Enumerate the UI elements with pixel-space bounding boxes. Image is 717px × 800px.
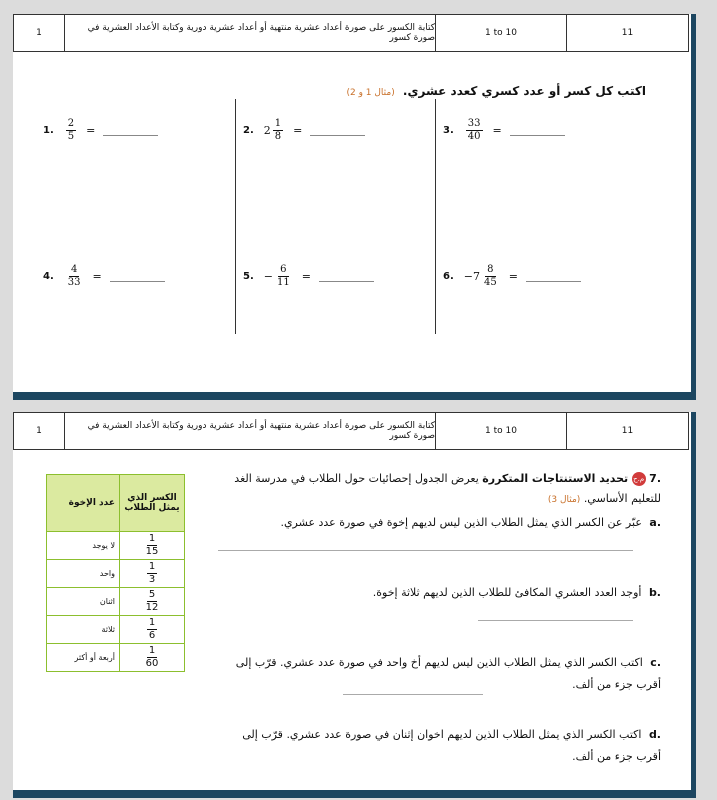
numerator: 2: [67, 118, 75, 129]
header-page-number: 1: [14, 15, 65, 51]
answer-blank[interactable]: [103, 125, 158, 136]
fraction-cell: [120, 560, 185, 588]
siblings-table: [46, 474, 185, 672]
problem-number: 6.: [443, 271, 454, 282]
numerator: 1: [274, 118, 282, 129]
problem-1: [43, 118, 158, 143]
numerator: 1: [148, 533, 156, 544]
part-b: [231, 582, 661, 604]
denominator: 40: [467, 131, 481, 142]
column-divider: [235, 99, 236, 334]
problem-number: 3.: [443, 125, 454, 136]
header-lesson-title: كتابة الكسور على صورة أعداد عشرية منتهية أو أعداد عشرية دورية وكتابة الأعداد العشرية في صورة كسور: [65, 15, 436, 51]
fraction: [482, 264, 499, 289]
fraction: [466, 118, 483, 143]
table-row: [47, 588, 185, 616]
page-header: [13, 412, 689, 450]
question-heading: تحديد الاستنتاجات المتكررة: [482, 472, 629, 485]
higher-order-badge: م.ح: [632, 472, 646, 486]
part-letter: b.: [648, 586, 661, 599]
question-intro: يعرض الجدول إحصائيات حول الطلاب في مدرسة الغد للتعليم الأساسي.: [234, 472, 661, 505]
header-grade: 11: [621, 426, 634, 436]
question-number: .7: [649, 472, 661, 485]
fraction: [144, 589, 161, 614]
problem-6: [443, 264, 581, 289]
problem-number: 2.: [243, 125, 254, 136]
table-row: [47, 616, 185, 644]
fraction-cell: [120, 616, 185, 644]
equals-sign: =: [86, 124, 96, 137]
problem-5: [243, 264, 374, 289]
equals-sign: =: [508, 270, 518, 283]
numerator: 6: [280, 264, 287, 275]
problem-whole: 2: [263, 124, 271, 137]
denominator: 11: [276, 277, 290, 288]
fraction: [144, 533, 161, 558]
header-lesson-title: كتابة الكسور على صورة أعداد عشرية منتهية أو أعداد عشرية دورية وكتابة الأعداد العشرية في صورة كسور: [65, 413, 436, 449]
instruction-text: [346, 84, 646, 98]
denominator: 60: [145, 658, 159, 669]
denominator: 15: [145, 546, 159, 557]
answer-line[interactable]: [343, 694, 483, 695]
denominator: 3: [148, 574, 156, 585]
answer-blank[interactable]: [310, 125, 365, 136]
denominator: 5: [67, 131, 75, 142]
worksheet-card-2: [13, 412, 696, 798]
numerator: 5: [148, 589, 156, 600]
equals-sign: =: [92, 270, 102, 283]
card-bottom-bar: [13, 392, 691, 400]
part-d: [231, 724, 661, 768]
question-7-intro: [231, 469, 661, 510]
denominator: 8: [274, 131, 282, 142]
answer-line[interactable]: [218, 550, 633, 551]
problem-4: [43, 264, 165, 289]
header-range: 1 to 10: [436, 15, 567, 51]
equals-sign: =: [492, 124, 502, 137]
numerator: 1: [148, 561, 156, 572]
problem-number: 5.: [243, 271, 254, 282]
column-divider: [435, 99, 436, 334]
page-header: [13, 14, 689, 52]
fraction: [147, 617, 157, 642]
problem-number: 1.: [43, 125, 54, 136]
fraction: [273, 118, 283, 143]
table-header-siblings: عدد الإخوة: [47, 475, 120, 532]
answer-line[interactable]: [478, 620, 633, 621]
question-example-ref: (مثال 3): [547, 495, 581, 505]
header-range: 1 to 10: [436, 413, 567, 449]
equals-sign: =: [293, 124, 303, 137]
answer-blank[interactable]: [510, 125, 565, 136]
card-bottom-bar: [13, 790, 691, 798]
siblings-cell: لا يوجد: [47, 532, 120, 560]
numerator: 8: [487, 264, 494, 275]
fraction-cell: [120, 588, 185, 616]
worksheet-card-1: [13, 14, 696, 400]
equals-sign: =: [301, 270, 311, 283]
denominator: 33: [67, 277, 81, 288]
numerator: 1: [148, 645, 156, 656]
part-letter: a.: [649, 516, 661, 529]
part-letter: d.: [648, 728, 661, 741]
table-row: [47, 532, 185, 560]
part-letter: c.: [650, 656, 661, 669]
problem-sign: −: [463, 270, 473, 283]
fraction: [144, 645, 161, 670]
header-grade: 11: [621, 28, 634, 38]
part-text: أوجد العدد العشري المكافئ للطلاب الذين لديهم ثلاثة إخوة.: [372, 586, 642, 599]
numerator: 33: [467, 118, 481, 129]
siblings-cell: أربعة أو أكثر: [47, 644, 120, 672]
fraction: [147, 561, 157, 586]
problem-whole: 7: [472, 270, 480, 283]
fraction: [275, 264, 292, 289]
header-page-number: 1: [14, 413, 65, 449]
siblings-cell: واحد: [47, 560, 120, 588]
part-c: [231, 652, 661, 696]
part-text: عبّر عن الكسر الذي يمثل الطلاب الذين ليس لديهم إخوة في صورة عدد عشري.: [280, 516, 642, 529]
answer-blank[interactable]: [526, 271, 581, 282]
siblings-cell: اثنان: [47, 588, 120, 616]
numerator: 1: [148, 617, 156, 628]
part-text: اكتب الكسر الذي يمثل الطلاب الذين ليس لديهم أخ واحد في صورة عدد عشري. قرّب إلى أقرب جزء من ألف.: [235, 656, 661, 691]
table-row: [47, 644, 185, 672]
problem-3: [443, 118, 565, 143]
problem-2: [243, 118, 365, 143]
instruction-example-ref: (مثال 1 و 2): [346, 88, 395, 98]
part-a: [231, 512, 661, 534]
fraction-cell: [120, 644, 185, 672]
fraction: [66, 264, 83, 289]
denominator: 45: [483, 277, 497, 288]
problem-sign: −: [263, 270, 273, 283]
part-text: اكتب الكسر الذي يمثل الطلاب الذين لديهم اخوان إثنان في صورة عدد عشري. قرّب إلى أقرب جزء من ألف.: [242, 728, 661, 763]
answer-blank[interactable]: [110, 271, 165, 282]
numerator: 4: [70, 264, 78, 275]
denominator: 12: [145, 602, 159, 613]
fraction: [66, 118, 76, 143]
table-header-fraction: الكسر الذي يمثل الطلاب: [120, 475, 185, 532]
siblings-cell: ثلاثة: [47, 616, 120, 644]
answer-blank[interactable]: [319, 271, 374, 282]
fraction-cell: [120, 532, 185, 560]
table-row: [47, 560, 185, 588]
denominator: 6: [148, 630, 156, 641]
problem-number: 4.: [43, 271, 54, 282]
instruction-main: اكتب كل كسر أو عدد كسري كعدد عشري.: [402, 84, 646, 98]
